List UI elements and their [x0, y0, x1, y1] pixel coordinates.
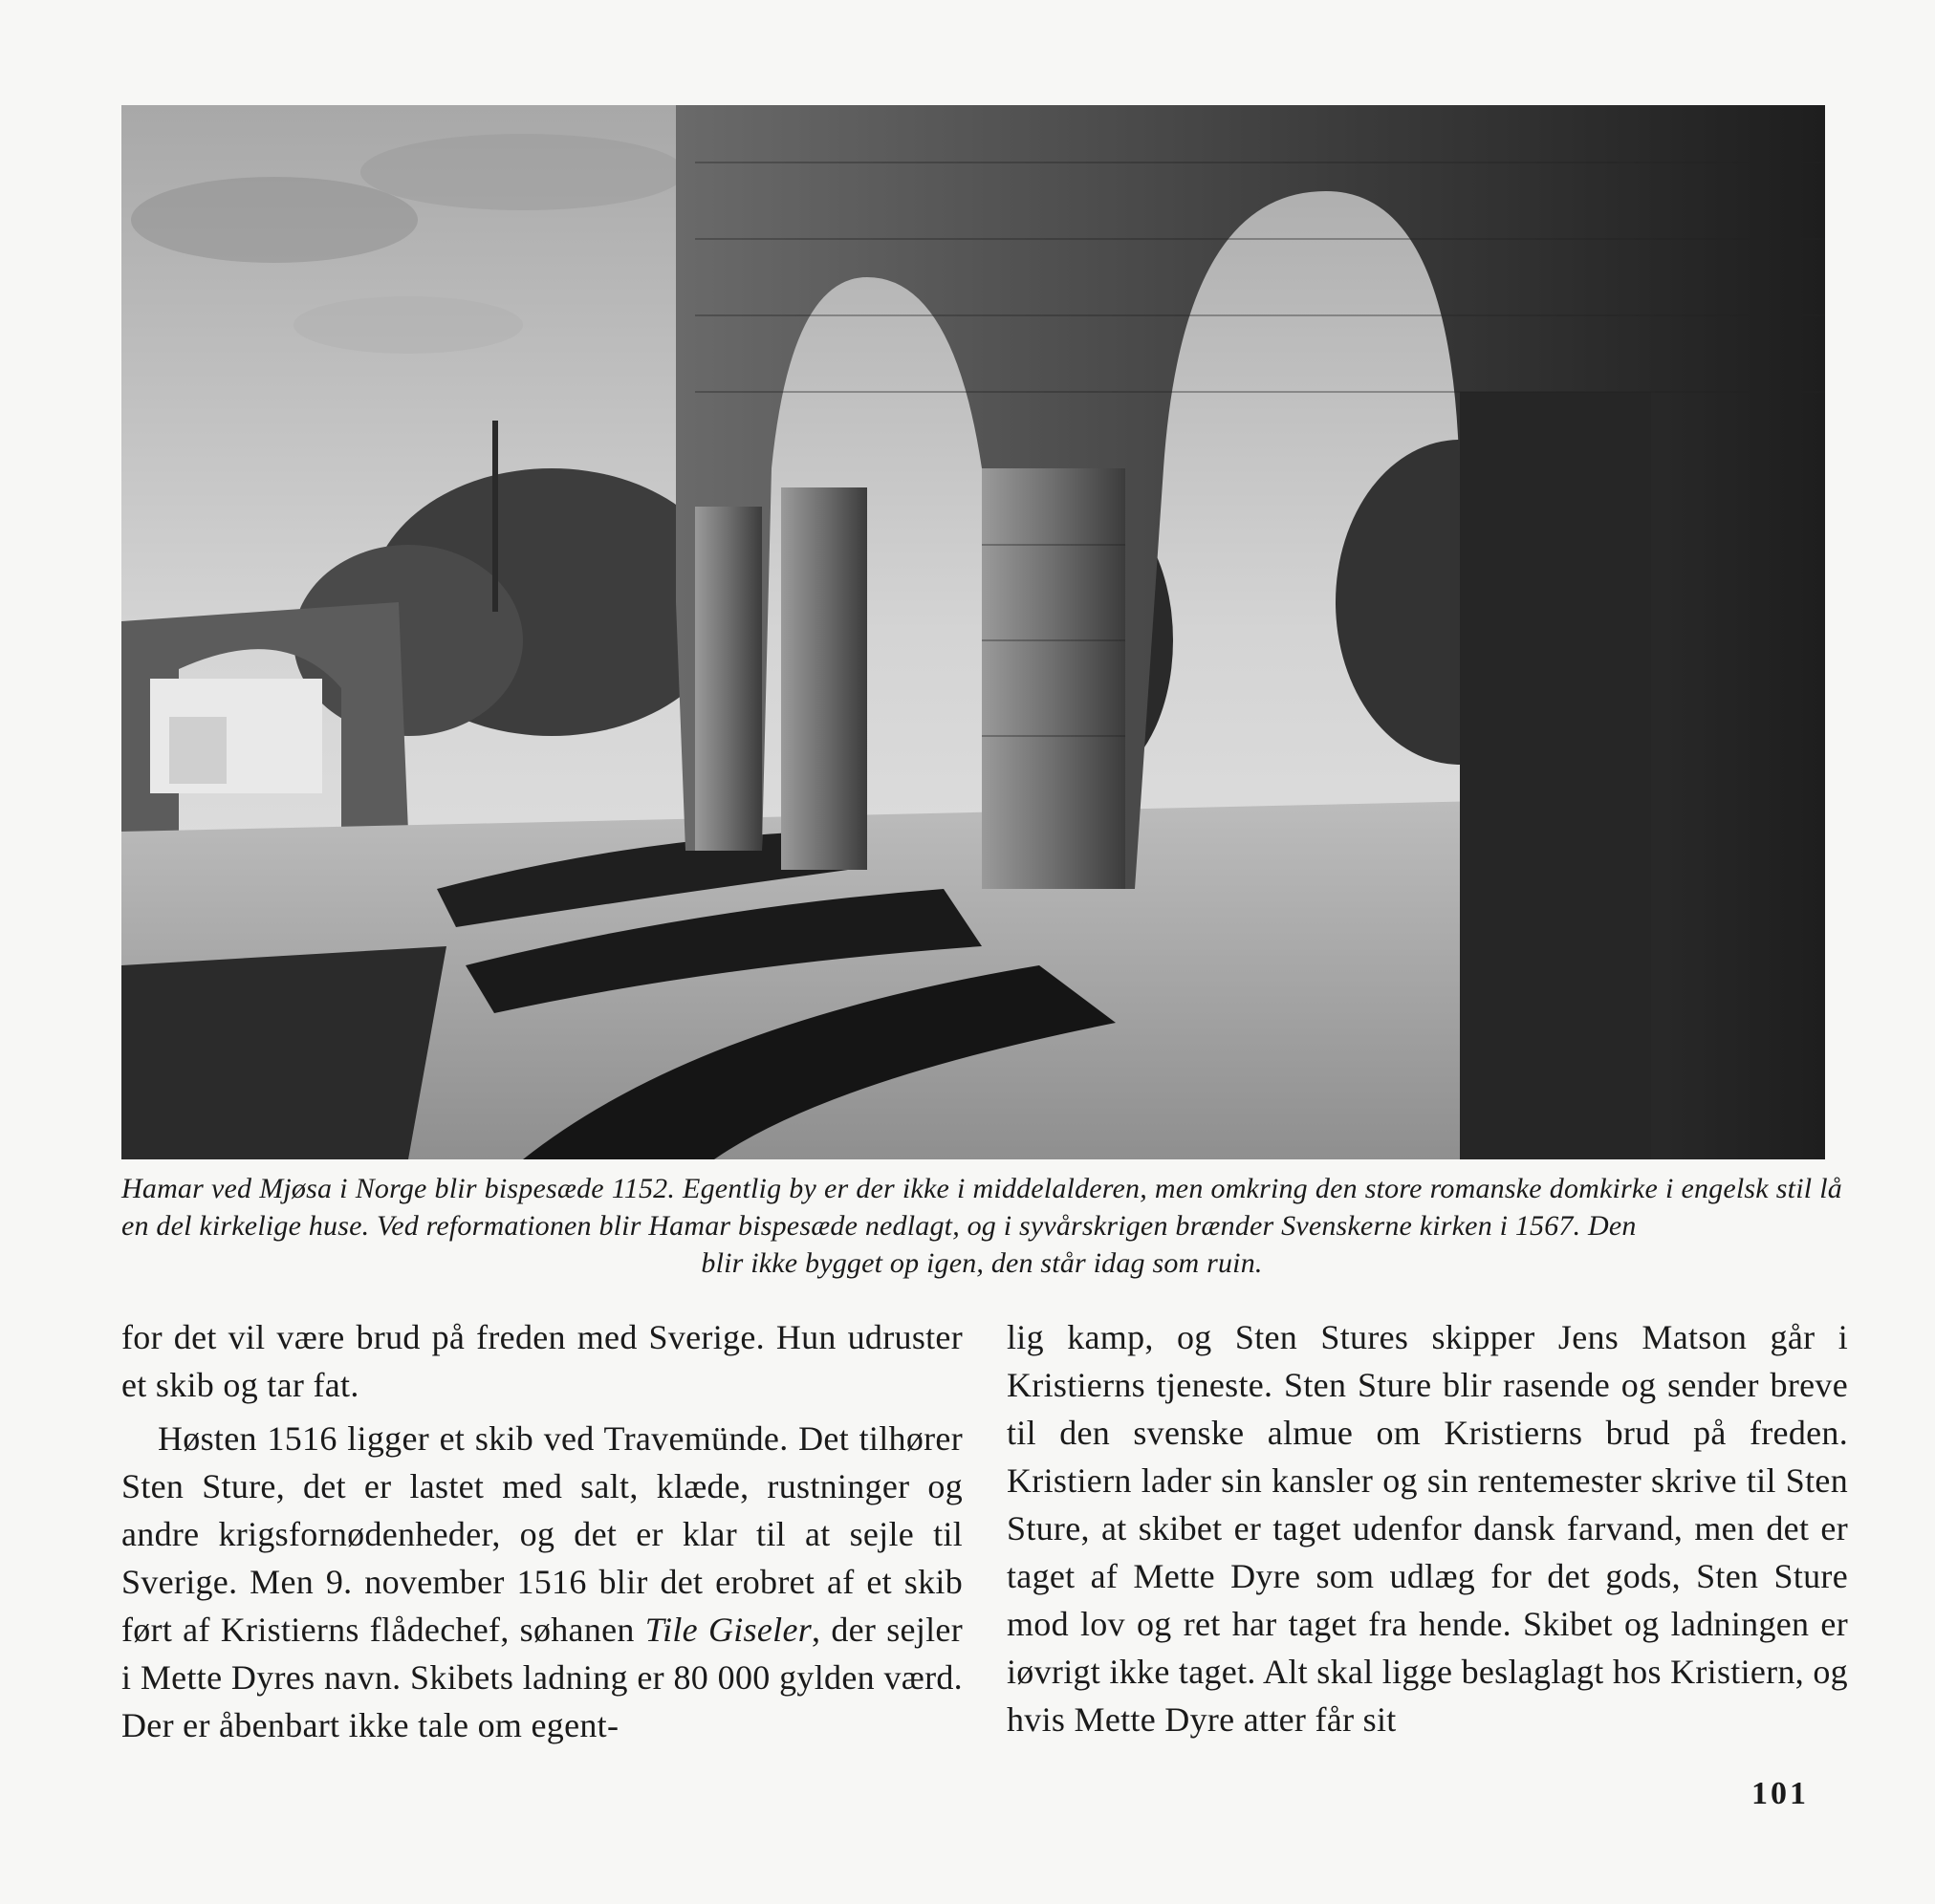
page-number: 101: [1751, 1776, 1809, 1811]
caption-last-line: blir ikke bygget op igen, den står idag som ruin.: [701, 1247, 1263, 1279]
left-text-column: [121, 1313, 963, 1749]
photograph: [121, 105, 1825, 1159]
photo-caption: [121, 1170, 1842, 1282]
caption-text: Hamar ved Mjøsa i Norge blir bispesæde 1152. Egentlig by er der ikke i middelalderen, men omkring den store romanske domkirke i engelsk stil lå en del kirkelige huse. Ved reformationen blir Hamar bispesæde nedlagt, og i syvårskrigen brænder Svenskerne kirken i 1567. Den: [121, 1173, 1842, 1242]
paragraph: [121, 1415, 963, 1749]
paragraph: lig kamp, og Sten Stures skipper Jens Matson går i Kristierns tjeneste. Sten Sture blir rasende og sender breve til den svenske almue om Kristierns brud på freden. Kristiern lader sin kansler og sin rentemester skrive til Sten Sture, at skibet er taget udenfor dansk farvand, men det er taget af Mette Dyre som udlæg for det gods, Sten Sture mod lov og ret har taget fra hende. Skibet og ladningen er iøvrigt ikke taget. Alt skal ligge beslaglagt hos Kristiern, og hvis Mette Dyre atter får sit: [1007, 1318, 1848, 1739]
ship-captain-name: Tile Giseler: [644, 1611, 813, 1649]
cathedral-ruin-photo: [121, 105, 1825, 1159]
paragraph: for det vil være brud på freden med Sverige. Hun udruster et skib og tar fat.: [121, 1318, 963, 1404]
paragraph-text: , der sejler i Mette Dyres navn. Skibets ladning er 80 000 gylden værd. Der er åbenbart ikke tale om egent-: [121, 1611, 963, 1744]
right-text-column: [1007, 1313, 1848, 1743]
paragraph-text: Høsten 1516 ligger et skib ved Travemünde. Det tilhører Sten Sture, det er lastet med salt, klæde, rustninger og andre krigsfornødenheder, og det er klar til at sejle til Sverige. Men 9. november 1516 blir det erobret af et skib ført af Kristierns flådechef, søhanen: [121, 1419, 963, 1649]
